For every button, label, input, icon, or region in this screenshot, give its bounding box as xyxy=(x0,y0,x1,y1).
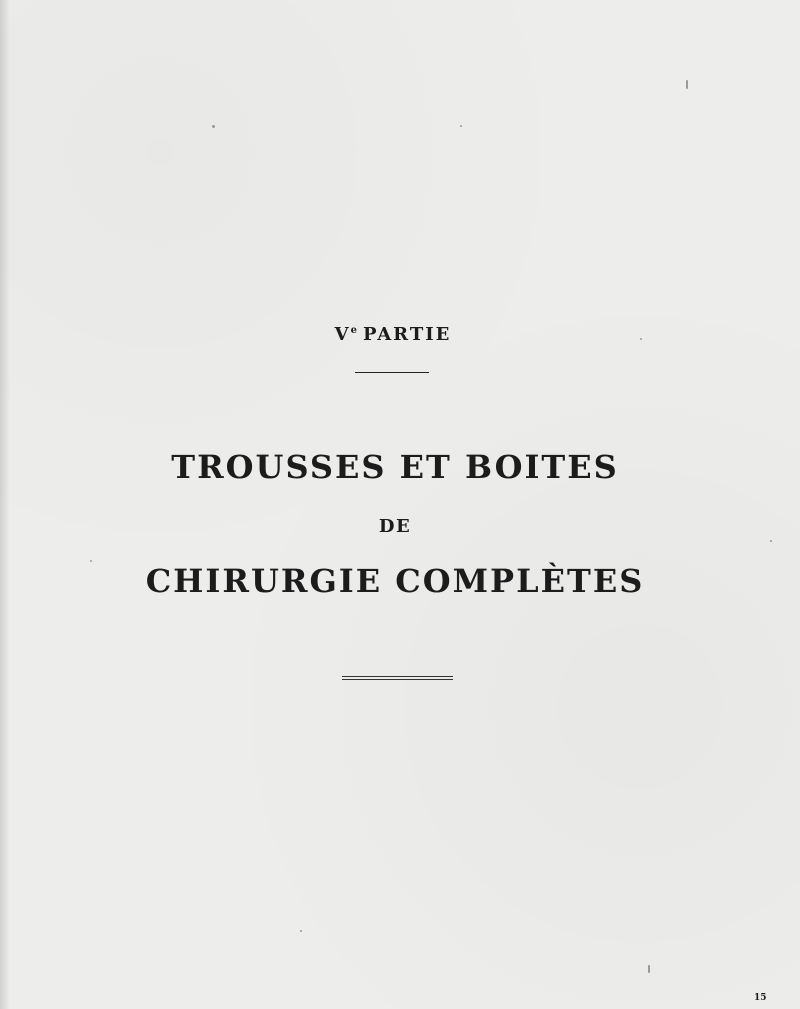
binding-shadow xyxy=(0,0,10,1009)
double-rule xyxy=(342,676,453,680)
page-number: 15 xyxy=(754,993,767,1003)
paper-speck xyxy=(770,540,772,542)
heading-rule xyxy=(355,372,429,373)
part-heading xyxy=(0,324,786,345)
title-line-2: DE xyxy=(378,516,412,537)
paper-speck xyxy=(460,125,462,127)
paper-speck xyxy=(686,80,688,89)
part-word: PARTIE xyxy=(362,324,452,345)
title-line-1: TROUSSES ET BOITES xyxy=(171,448,619,486)
part-numeral: V xyxy=(334,324,351,345)
part-superscript: e xyxy=(350,325,357,336)
paper-speck xyxy=(212,125,215,128)
title-line-3: CHIRURGIE COMPLÈTES xyxy=(145,562,645,600)
paper-speck xyxy=(648,965,650,973)
paper-speck xyxy=(300,930,302,932)
